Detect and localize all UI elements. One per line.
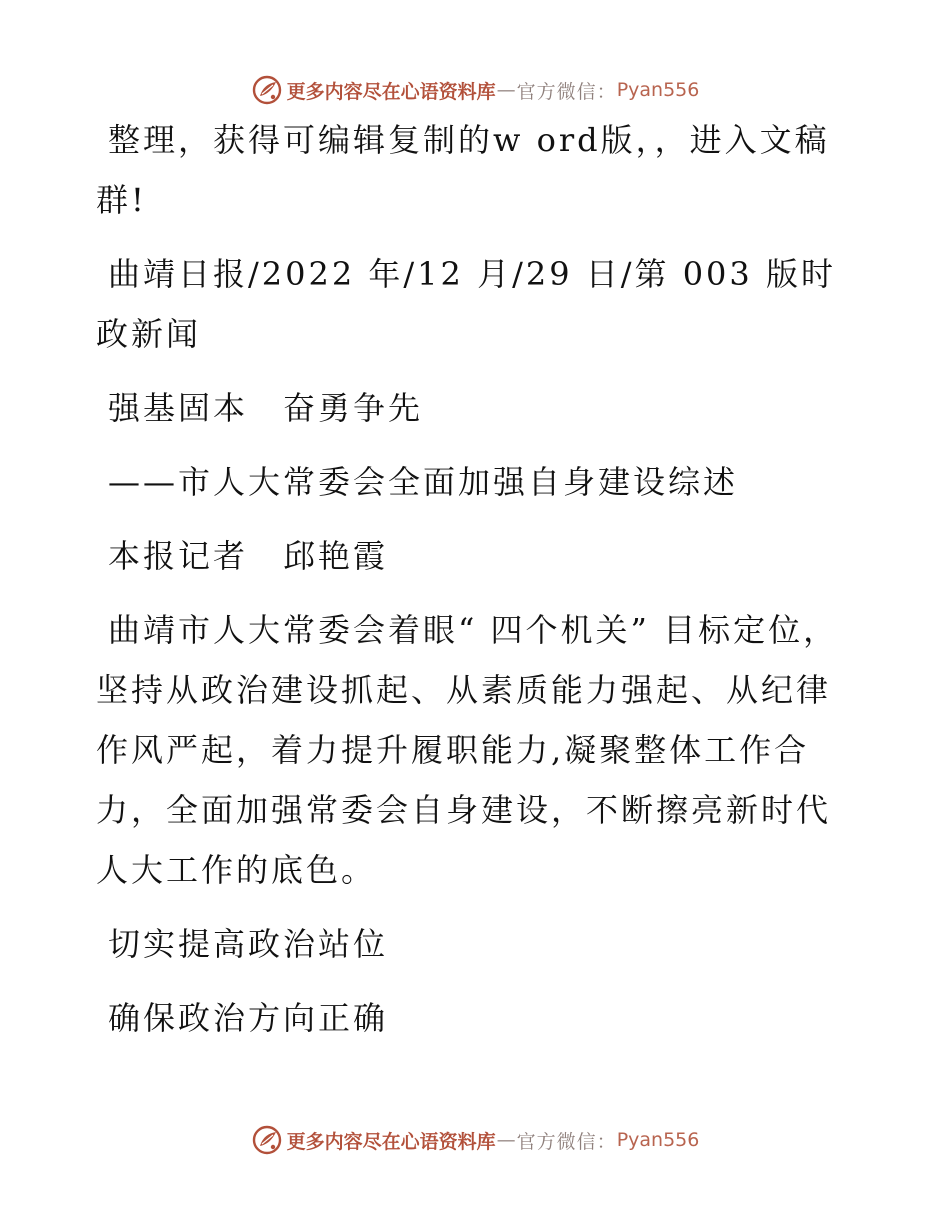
watermark-wechat-label: 官方微信： [516, 1130, 617, 1153]
watermark-wechat-id: Pyan556 [616, 1129, 700, 1151]
header-watermark [0, 70, 950, 110]
article-title: 强基固本 奋勇争先 [108, 389, 424, 427]
section-heading-1: 切实提高政治站位 [108, 925, 389, 963]
watermark-separator: — [496, 1129, 516, 1151]
document-body [96, 110, 856, 1062]
article-subtitle: ——市人大常委会全面加强自身建设综述 [108, 463, 739, 501]
footer-watermark [0, 1120, 950, 1160]
paragraph-intro-note: 整理，获得可编辑复制的w ord版，，进入文稿群! [96, 121, 830, 219]
section-heading-2: 确保政治方向正确 [108, 999, 389, 1037]
article-byline: 本报记者 邱艳霞 [108, 537, 389, 575]
watermark-wechat-label: 官方微信： [516, 80, 617, 103]
watermark-brand-text: 更多内容尽在心语资料库 [286, 80, 496, 103]
leaf-seal-icon [251, 74, 283, 106]
leaf-seal-icon [251, 1124, 283, 1156]
paragraph-lead: 曲靖市人大常委会着眼“ 四个机关” 目标定位，坚持从政治建设抓起、从素质能力强起、从纪律作风严起，着力提升履职能力,凝聚整体工作合力，全面加强常委会自身建设，不断擦亮新时代人大工作的底色。 [96, 611, 839, 889]
watermark-separator: — [496, 79, 516, 101]
watermark-brand-text: 更多内容尽在心语资料库 [286, 1130, 496, 1153]
paragraph-source-line: 曲靖日报/2022 年/12 月/29 日/第 003 版时政新闻 [96, 255, 836, 353]
watermark-wechat-id: Pyan556 [616, 79, 700, 101]
